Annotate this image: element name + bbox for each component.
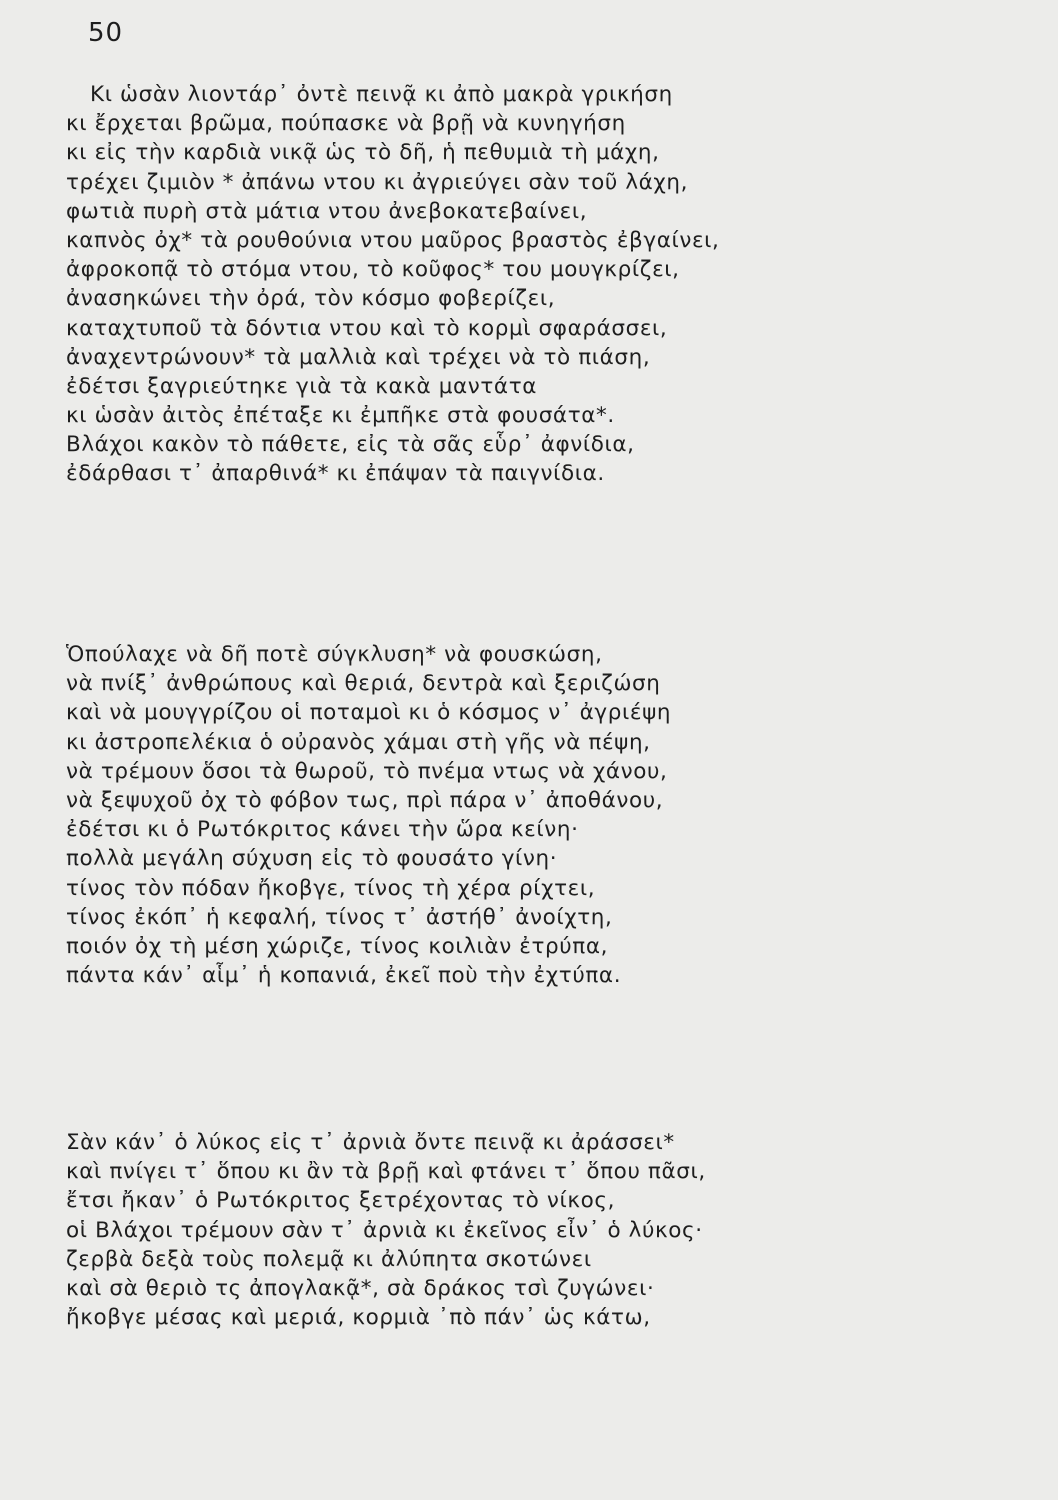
verse-line: ἀφροκοπᾷ τὸ στόμα ντου, τὸ κοῦφος* του μουγκρίζει, [66, 257, 680, 283]
verse-line: καὶ σὰ θεριὸ τς ἀπογλακᾷ*, σὰ δράκος τσὶ ζυγώνει· [66, 1275, 655, 1301]
verse-line: κι ἀστροπελέκια ὁ οὐρανὸς χάμαι στὴ γῆς νὰ πέψη, [66, 729, 651, 755]
verse-line: τρέχει ζιμιὸν * ἀπάνω ντου κι ἀγριεύγει σὰν τοῦ λάχη, [66, 169, 689, 195]
verse-line: Σὰν κάν᾽ ὁ λύκος εἰς τ᾽ ἀρνιὰ ὄντε πεινᾷ κι ἀράσσει* [66, 1130, 675, 1155]
verse-line: καὶ νὰ μουγγρίζου οἱ ποταμοὶ κι ὁ κόσμος ν᾽ ἀγριέψη [66, 700, 672, 726]
verse-line: Κι ὡσὰν λιοντάρ᾽ ὀντὲ πεινᾷ κι ἀπὸ μακρὰ γρικήση [90, 82, 673, 107]
verse-line: ἤκοβγε μέσας καὶ μεριά, κορμιὰ ᾽πὸ πάν᾽ ὡς κάτω, [66, 1305, 651, 1331]
verse-line: ἐδάρθασι τ᾽ ἀπαρθινά* κι ἐπάψαν τὰ παιγνίδια. [66, 461, 605, 487]
verse-line: νὰ ξεψυχοῦ ὀχ τὸ φόβον τως, πρὶ πάρα ν᾽ ἀποθάνου, [66, 787, 664, 813]
verse-line: ἐδέτσι ξαγριεύτηκε γιὰ τὰ κακὰ μαντάτα [66, 373, 538, 399]
verse-line: ποιόν ὀχ τὴ μέση χώριζε, τίνος κοιλιὰν ἐτρύπα, [66, 933, 609, 959]
verse-line: Βλάχοι κακὸν τὸ πάθετε, εἰς τὰ σᾶς εὗρ᾽ ἀφνίδια, [66, 432, 635, 458]
verse-line: ζερβὰ δεξὰ τοὺς πολεμᾷ κι ἀλύπητα σκοτώνει [66, 1246, 592, 1272]
verse-line: ἔτσι ἤκαν᾽ ὁ Ρωτόκριτος ξετρέχοντας τὸ νίκος, [66, 1188, 616, 1214]
verse-line: ἀναχεντρώνουν* τὰ μαλλιὰ καὶ τρέχει νὰ τὸ πιάση, [66, 344, 651, 370]
stanza [66, 1128, 966, 1332]
verse-line: κι εἰς τὴν καρδιὰ νικᾷ ὡς τὸ δῆ, ἡ πεθυμιὰ τὴ μάχη, [66, 140, 660, 166]
verse-line: τίνος τὸν πόδαν ἤκοβγε, τίνος τὴ χέρα ρίχτει, [66, 875, 596, 901]
verse-line: νὰ πνίξ᾽ ἀνθρώπους καὶ θεριά, δεντρὰ καὶ ξεριζώση [66, 671, 661, 697]
verse-line: κι ὡσὰν ἀιτὸς ἐπέταξε κι ἐμπῆκε στὰ φουσάτα*. [66, 403, 615, 429]
verse-line: καπνὸς ὀχ* τὰ ρουθούνια ντου μαῦρος βραστὸς ἐβγαίνει, [66, 227, 720, 253]
page-number: 50 [88, 18, 124, 48]
stanza [66, 80, 966, 489]
verse-line: φωτιὰ πυρὴ στὰ μάτια ντου ἀνεβοκατεβαίνει, [66, 198, 588, 224]
verse-line: Ὁπούλαχε νὰ δῆ ποτὲ σύγκλυση* νὰ φουσκώση, [66, 642, 603, 667]
verse-line: οἱ Βλάχοι τρέμουν σὰν τ᾽ ἀρνιὰ κι ἐκεῖνος εἶν᾽ ὁ λύκος· [66, 1217, 703, 1243]
verse-line: καὶ πνίγει τ᾽ ὅπου κι ἂν τὰ βρῇ καὶ φτάνει τ᾽ ὅπου πᾶσι, [66, 1159, 706, 1185]
verse-line: καταχτυποῦ τὰ δόντια ντου καὶ τὸ κορμὶ σφαράσσει, [66, 315, 668, 341]
verse-line: ἀνασηκώνει τὴν ὀρά, τὸν κόσμο φοβερίζει, [66, 286, 556, 312]
verse-line: τίνος ἐκόπ᾽ ἡ κεφαλή, τίνος τ᾽ ἀστήθ᾽ ἀνοίχτη, [66, 904, 613, 930]
verse-line: κι ἔρχεται βρῶμα, πούπασκε νὰ βρῇ νὰ κυνηγήση [66, 111, 626, 137]
stanza [66, 640, 966, 990]
verse-line: ἐδέτσι κι ὁ Ρωτόκριτος κάνει τὴν ὥρα κείνη· [66, 817, 579, 843]
verse-line: πολλὰ μεγάλη σύχυση εἰς τὸ φουσάτο γίνη· [66, 846, 558, 872]
verse-line: πάντα κάν᾽ αἷμ᾽ ἡ κοπανιά, ἐκεῖ ποὺ τὴν ἐχτύπα. [66, 963, 622, 989]
verse-line: νὰ τρέμουν ὅσοι τὰ θωροῦ, τὸ πνέμα ντως νὰ χάνου, [66, 758, 668, 784]
